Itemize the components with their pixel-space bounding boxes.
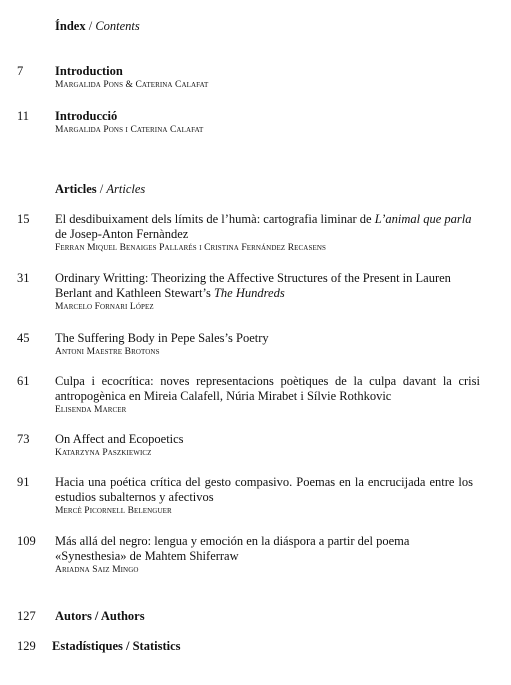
entry-author: Margalida Pons & Caterina Calafat — [55, 80, 209, 90]
entry-title: Introducció — [55, 109, 118, 123]
index-heading-separator: / — [85, 19, 96, 33]
articles-heading-main: Articles — [55, 182, 97, 196]
page-number: 11 — [17, 109, 30, 123]
index-heading-main: Índex — [55, 19, 86, 33]
page-number: 129 — [17, 639, 36, 653]
entry-author: Ferran Miquel Benaiges Pallarés i Cristina Fernández Recasens — [55, 243, 326, 253]
articles-heading-separator: / — [96, 182, 107, 196]
entry-title-italic: L’animal que parla — [374, 212, 472, 226]
page-number: 109 — [17, 534, 36, 548]
index-heading-alt: Contents — [95, 19, 140, 33]
entry-title: The Suffering Body in Pepe Sales’s Poetry — [55, 331, 269, 345]
entry-title: On Affect and Ecopoetics — [55, 432, 184, 446]
entry-author: Antoni Maestre Brotons — [55, 347, 160, 357]
entry-title: Ordinary Writting: Theorizing the Affective Structures of the Present in Lauren Berlant and Kathleen Stewart’s The Hundreds — [55, 271, 451, 300]
entry-title: Culpa i ecocrítica: noves representacions poètiques de la culpa davant la crisi antropogènica en Mireia Calafell, Núria Mirabet i Sílvie Rothkovic — [55, 374, 480, 403]
entry-title-italic: The Hundreds — [213, 286, 285, 300]
page-number: 45 — [17, 331, 30, 345]
page-number: 73 — [17, 432, 30, 446]
entry-author: Marcelo Fornari López — [55, 302, 154, 312]
entry-author: Elisenda Marcer — [55, 405, 127, 415]
index-heading — [55, 19, 140, 34]
page-number: 31 — [17, 271, 30, 285]
entry-author: Katarzyna Paszkiewicz — [55, 448, 152, 458]
page-number: 61 — [17, 374, 30, 388]
entry-author: Margalida Pons i Caterina Calafat — [55, 125, 204, 135]
entry-title: Estadístiques / Statistics — [52, 639, 181, 653]
articles-heading-alt: Articles — [106, 182, 146, 196]
entry-author: Ariadna Saiz Mingo — [55, 565, 139, 575]
entry-title: El desdibuixament dels límits de l’humà: cartografia liminar de L’animal que parla de Josep-Anton Fernàndez — [55, 212, 472, 241]
entry-title: Más allá del negro: lengua y emoción en la diáspora a partir del poema «Synesthesia» de Mahtem Shiferraw — [55, 534, 410, 563]
articles-heading — [55, 182, 145, 197]
entry-title: Hacia una poética crítica del gesto compasivo. Poemas en la encrucijada entre los estudios subalternos y afectivos — [55, 475, 473, 504]
page-number: 7 — [17, 64, 24, 78]
entry-title: Introduction — [55, 64, 123, 78]
page-number: 15 — [17, 212, 30, 226]
entry-author: Mercè Picornell Belenguer — [55, 506, 172, 516]
page-number: 91 — [17, 475, 30, 489]
page-number: 127 — [17, 609, 36, 623]
entry-title: Autors / Authors — [55, 609, 145, 623]
